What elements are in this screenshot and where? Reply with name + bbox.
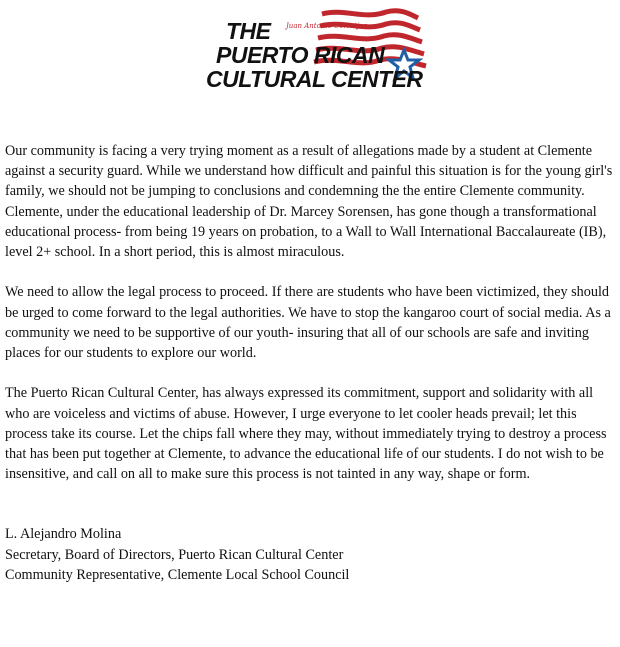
paragraph-1: Our community is facing a very trying moment as a result of allegations made by a student at Clemente against a security guard. While we understand how difficult and painful this situation is for the young girl's family, we should not be jumping to conclusions and condemning the the entire Clemente community. Clemente, under the educational leadership of Dr. Marcey Sorensen, has gone though a transformational educational process- from being 19 years on probation, to a Wall to Wall International Baccalaureate (IB), level 2+ school. In a short period, this is almost miraculous. <box>5 143 613 261</box>
paragraph-3: The Puerto Rican Cultural Center, has always expressed its commitment, support and solidarity with all who are voiceless and victims of abuse. However, I urge everyone to let cooler heads prevail; let this process take its course. Let the chips fall where they may, without immediately trying to destroy a process that has been put together at Clemente, to advance the educational life of our students. I do not wish to be insensitive, and call on all to make sure this process is not tainted in any way, shape or form. <box>5 385 607 483</box>
logo-signature: Juan Antonio Corretjer <box>286 22 367 30</box>
signer-title-2: Community Representative, Clemente Local School Council <box>5 566 350 583</box>
paragraph-2: We need to allow the legal process to proceed. If there are students who have been victimized, they should be urged to come forward to the legal authorities. We have to stop the kangaroo court of social media. As a community we need to be supportive of our youth- insuring that all of our schools are safe and inviting places for our students to explore our world. <box>5 284 611 362</box>
flag-stripe <box>322 11 418 18</box>
letter-body <box>5 141 617 585</box>
logo-text-puerto-rican: PUERTO RICAN <box>216 42 385 68</box>
flag-stripe <box>318 35 422 42</box>
logo-text-the: THE <box>226 18 271 44</box>
signer-name: L. Alejandro Molina <box>5 526 122 543</box>
signature-block <box>5 524 617 585</box>
prcc-logo <box>204 6 440 98</box>
logo-text-cultural-center: CULTURAL CENTER <box>206 66 423 92</box>
signer-title-1: Secretary, Board of Directors, Puerto Rican Cultural Center <box>5 546 344 563</box>
